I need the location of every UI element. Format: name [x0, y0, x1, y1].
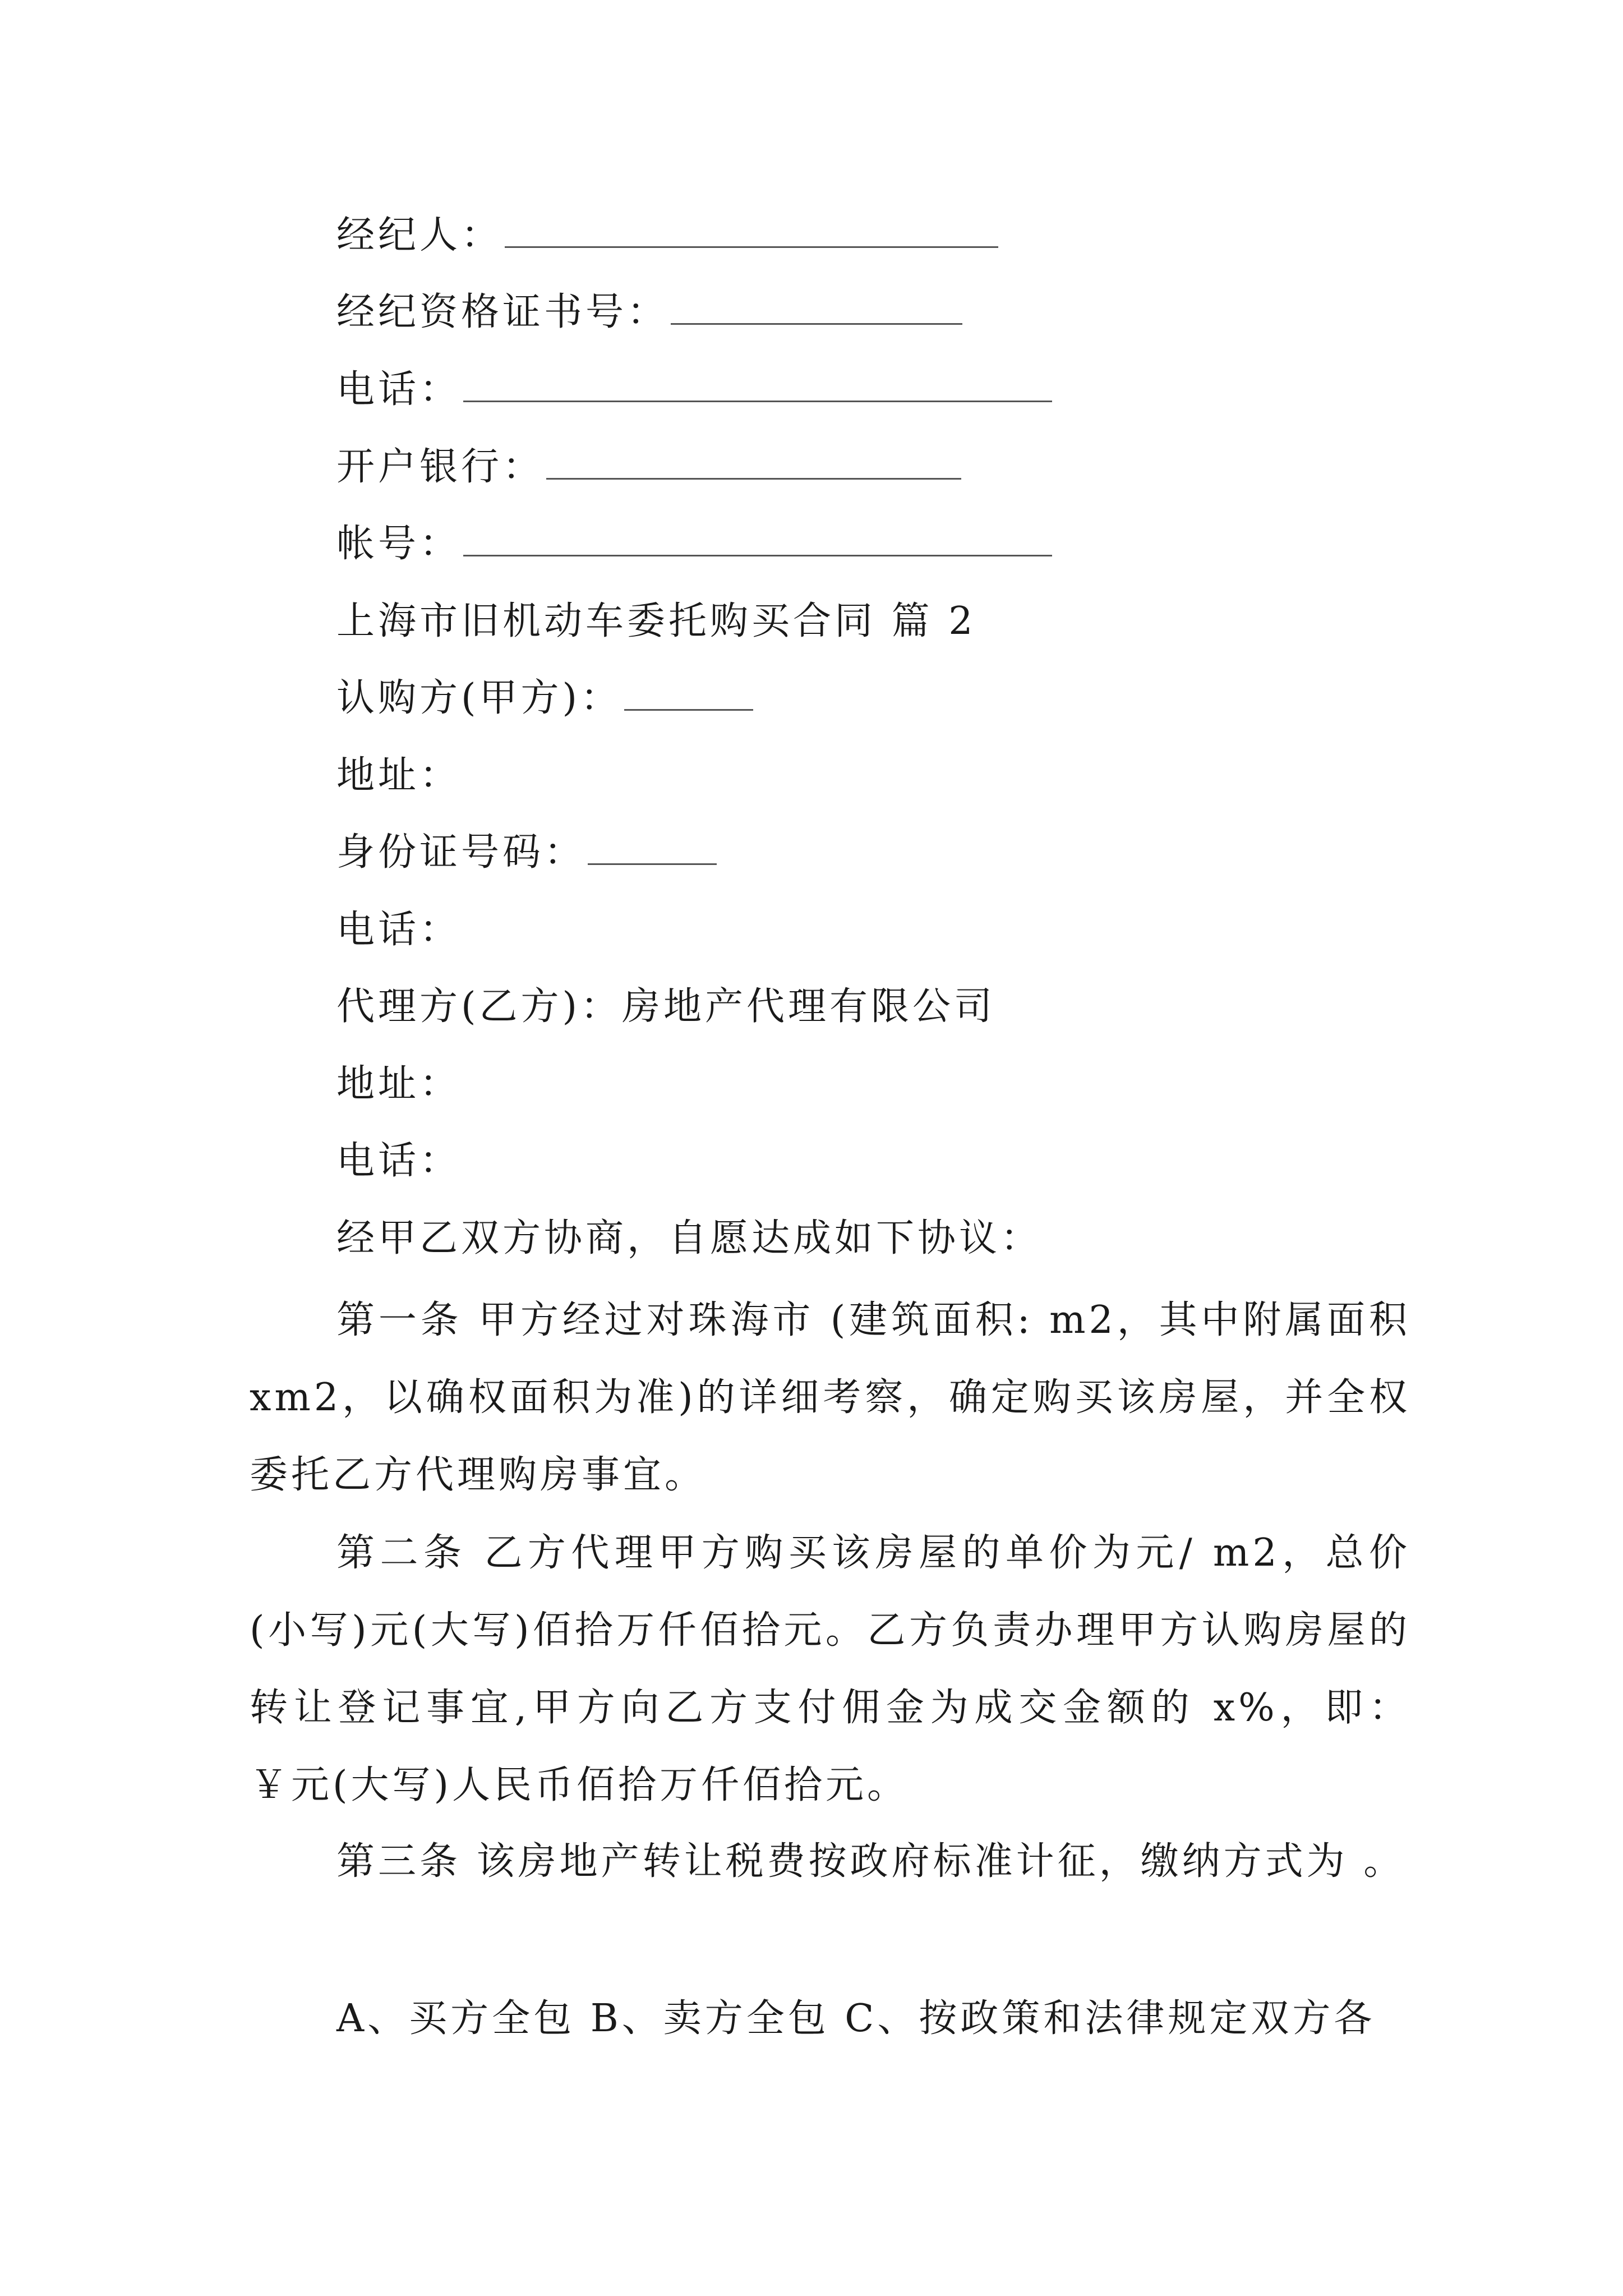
agent-address-label: 地址： — [336, 1062, 462, 1106]
article-1: 第一条 甲方经过对珠海市 (建筑面积: m2，其中附属面积 xm2，以确权面积为准)的详细考察，确定购买该房屋，并全权委托乙方代理购房事宜。 — [250, 1298, 1410, 1497]
agent-label: 经纪人： — [336, 213, 503, 257]
license-field-row — [336, 290, 962, 335]
buyer-field-row — [336, 676, 753, 721]
article-2: 第二条 乙方代理甲方购买该房屋的单价为元/ m2，总价(小写)元(大写)佰拾万仟佰拾元。乙方负责办理甲方认购房屋的转让登记事宜,甲方向乙方支付佣金为成交金额的 x%，即：￥元(大写)人民币佰拾万仟佰拾元。 — [250, 1531, 1410, 1807]
contract-title: 上海市旧机动车委托购买合同 篇 2 — [336, 599, 976, 643]
broker-phone-blank — [463, 368, 1052, 402]
article-3-options: A、买方全包 B、卖方全包 C、按政策和法律规定双方各 — [336, 1996, 1376, 2041]
agent-party-line: 代理方(乙方)：房地产代理有限公司 — [336, 984, 996, 1029]
account-blank — [463, 522, 1052, 556]
agent-blank — [505, 214, 998, 248]
buyer-id-field-row — [336, 830, 717, 875]
bank-blank — [546, 445, 961, 480]
account-field-row — [336, 522, 1052, 567]
buyer-blank — [624, 677, 753, 711]
broker-phone-label: 电话： — [336, 367, 462, 412]
license-blank — [671, 291, 962, 325]
bank-field-row — [336, 445, 961, 490]
buyer-address-label: 地址： — [336, 753, 462, 798]
broker-phone-field-row — [336, 367, 1052, 412]
account-label: 帐号： — [336, 522, 462, 566]
buyer-label: 认购方(甲方)： — [336, 676, 623, 720]
agent-phone-label: 电话： — [336, 1139, 462, 1183]
bank-label: 开户银行： — [336, 445, 545, 489]
preamble: 经甲乙双方协商，自愿达成如下协议： — [336, 1216, 1043, 1260]
license-label: 经纪资格证书号： — [336, 290, 669, 334]
article-3: 第三条 该房地产转让税费按政府标准计征，缴纳方式为 。 — [336, 1839, 1405, 1884]
agent-field-row — [336, 213, 998, 258]
buyer-phone-label: 电话： — [336, 908, 462, 952]
buyer-id-label: 身份证号码： — [336, 830, 586, 875]
buyer-id-blank — [588, 831, 717, 865]
